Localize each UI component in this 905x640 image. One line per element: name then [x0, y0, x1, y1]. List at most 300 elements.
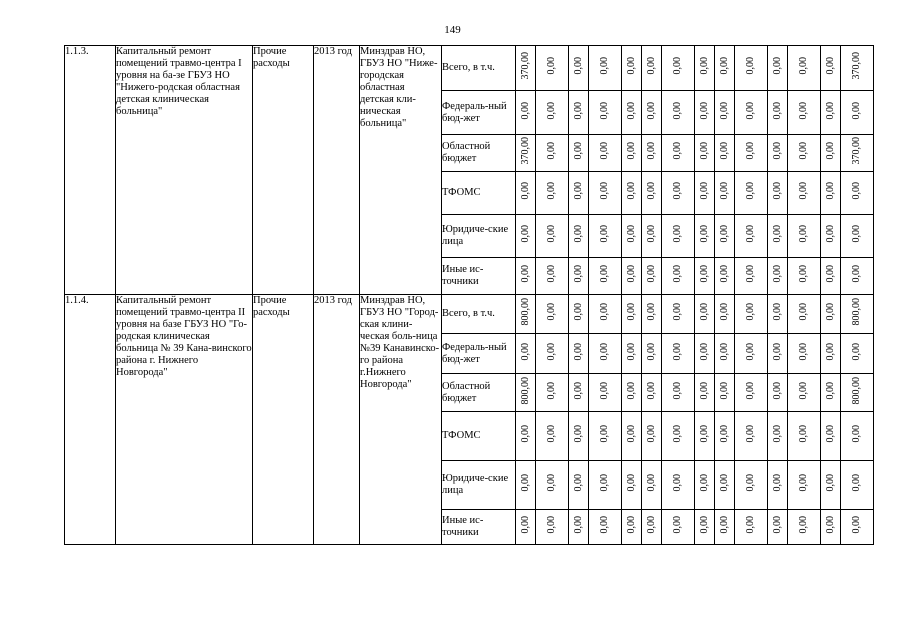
- value-cell: [536, 461, 569, 510]
- value-cell: [768, 295, 788, 334]
- value-cell: [536, 258, 569, 295]
- value-cell: [622, 412, 642, 461]
- value-text: 0,00: [824, 474, 836, 492]
- value-text: 0,00: [672, 342, 683, 361]
- value-cell: [536, 334, 569, 374]
- value-cell: [841, 91, 874, 135]
- value-text: 0,00: [698, 57, 710, 75]
- value-text: 0,00: [625, 142, 637, 160]
- value-text: 0,00: [851, 182, 862, 200]
- value-text: 0,00: [851, 474, 862, 492]
- value-text: 0,00: [851, 265, 862, 283]
- value-text: 0,00: [745, 182, 756, 200]
- funding-source-label: Областной бюджет: [442, 374, 516, 412]
- value-cell: [642, 215, 662, 258]
- value-text: 0,00: [546, 474, 557, 492]
- value-cell: [622, 215, 642, 258]
- value-text: 0,00: [771, 182, 783, 200]
- value-text: 0,00: [546, 57, 557, 75]
- value-text: 0,00: [824, 265, 836, 283]
- value-cell: [516, 215, 536, 258]
- funding-source-label: Федераль-ный бюд-жет: [442, 334, 516, 374]
- value-cell: [768, 135, 788, 172]
- value-text: 0,00: [672, 142, 683, 160]
- value-cell: [768, 46, 788, 91]
- value-cell: [516, 295, 536, 334]
- value-cell: [821, 215, 841, 258]
- value-cell: [589, 412, 622, 461]
- value-cell: [589, 374, 622, 412]
- value-text: 0,00: [645, 381, 657, 400]
- value-cell: [821, 334, 841, 374]
- value-text: 0,00: [718, 381, 730, 400]
- value-cell: [841, 461, 874, 510]
- value-cell: [662, 412, 695, 461]
- value-cell: [662, 215, 695, 258]
- value-cell: [821, 295, 841, 334]
- value-cell: [768, 91, 788, 135]
- value-cell: [715, 46, 735, 91]
- value-cell: [821, 172, 841, 215]
- value-text: 0,00: [745, 265, 756, 283]
- value-cell: [788, 91, 821, 135]
- value-cell: [695, 412, 715, 461]
- value-cell: [569, 295, 589, 334]
- value-cell: [642, 461, 662, 510]
- value-text: 0,00: [745, 57, 756, 75]
- value-text: 0,00: [851, 342, 862, 361]
- value-cell: [768, 510, 788, 545]
- value-cell: [589, 172, 622, 215]
- value-cell: [768, 172, 788, 215]
- value-text: 800,00: [851, 376, 862, 405]
- value-text: 0,00: [824, 101, 836, 120]
- value-cell: [788, 374, 821, 412]
- value-text: 0,00: [745, 225, 756, 243]
- value-text: 0,00: [599, 225, 610, 243]
- value-text: 0,00: [546, 303, 557, 321]
- value-cell: [622, 295, 642, 334]
- value-cell: [735, 215, 768, 258]
- funding-source-label: Иные ис-точники: [442, 258, 516, 295]
- value-cell: [569, 461, 589, 510]
- value-text: 0,00: [745, 101, 756, 120]
- funding-source-label: ТФОМС: [442, 172, 516, 215]
- value-cell: [516, 46, 536, 91]
- table-row: [65, 295, 874, 334]
- value-cell: [735, 135, 768, 172]
- page-number: 149: [444, 24, 461, 36]
- value-text: 0,00: [798, 225, 809, 243]
- value-cell: [569, 334, 589, 374]
- value-text: 0,00: [698, 425, 710, 443]
- value-cell: [695, 135, 715, 172]
- value-cell: [821, 91, 841, 135]
- value-text: 0,00: [672, 182, 683, 200]
- value-text: 0,00: [572, 303, 584, 321]
- value-text: 0,00: [645, 182, 657, 200]
- value-cell: [735, 461, 768, 510]
- value-text: 0,00: [824, 142, 836, 160]
- value-text: 370,00: [851, 52, 862, 80]
- value-cell: [589, 510, 622, 545]
- value-text: 0,00: [645, 57, 657, 75]
- value-text: 0,00: [698, 516, 710, 534]
- value-cell: [821, 510, 841, 545]
- value-cell: [841, 295, 874, 334]
- value-text: 0,00: [718, 225, 730, 243]
- value-cell: [788, 46, 821, 91]
- funding-source-label: Всего, в т.ч.: [442, 295, 516, 334]
- value-cell: [569, 172, 589, 215]
- value-text: 0,00: [824, 381, 836, 400]
- expense-type: Прочие расходы: [253, 295, 314, 545]
- value-text: 0,00: [625, 516, 637, 534]
- value-text: 0,00: [546, 381, 557, 400]
- value-text: 0,00: [572, 57, 584, 75]
- value-text: 0,00: [698, 474, 710, 492]
- value-cell: [589, 91, 622, 135]
- value-cell: [662, 172, 695, 215]
- value-text: 370,00: [519, 52, 531, 80]
- value-text: 0,00: [798, 381, 809, 400]
- value-cell: [662, 510, 695, 545]
- value-cell: [569, 412, 589, 461]
- value-text: 0,00: [745, 142, 756, 160]
- value-text: 0,00: [645, 425, 657, 443]
- value-text: 0,00: [572, 182, 584, 200]
- value-text: 0,00: [599, 303, 610, 321]
- value-cell: [642, 46, 662, 91]
- value-cell: [642, 135, 662, 172]
- value-cell: [788, 172, 821, 215]
- value-cell: [821, 46, 841, 91]
- value-cell: [622, 135, 642, 172]
- value-cell: [788, 412, 821, 461]
- value-text: 0,00: [625, 57, 637, 75]
- value-text: 0,00: [599, 516, 610, 534]
- value-cell: [841, 46, 874, 91]
- value-cell: [642, 295, 662, 334]
- value-text: 0,00: [718, 57, 730, 75]
- value-text: 0,00: [599, 101, 610, 120]
- value-cell: [788, 510, 821, 545]
- value-text: 0,00: [824, 182, 836, 200]
- value-cell: [516, 412, 536, 461]
- value-cell: [536, 172, 569, 215]
- value-cell: [622, 461, 642, 510]
- value-cell: [768, 215, 788, 258]
- value-text: 0,00: [546, 265, 557, 283]
- value-text: 0,00: [546, 425, 557, 443]
- value-cell: [516, 135, 536, 172]
- value-text: 0,00: [625, 342, 637, 361]
- value-text: 0,00: [718, 265, 730, 283]
- value-cell: [695, 91, 715, 135]
- value-text: 0,00: [771, 142, 783, 160]
- value-cell: [642, 510, 662, 545]
- value-cell: [536, 374, 569, 412]
- value-cell: [589, 215, 622, 258]
- value-text: 0,00: [718, 101, 730, 120]
- value-cell: [695, 46, 715, 91]
- value-cell: [715, 374, 735, 412]
- value-text: 0,00: [599, 425, 610, 443]
- value-text: 0,00: [798, 265, 809, 283]
- value-cell: [735, 172, 768, 215]
- value-cell: [788, 461, 821, 510]
- value-cell: [569, 510, 589, 545]
- value-cell: [569, 135, 589, 172]
- activity-block: [65, 46, 874, 295]
- value-cell: [841, 215, 874, 258]
- value-cell: [622, 91, 642, 135]
- value-cell: [735, 91, 768, 135]
- value-cell: [695, 334, 715, 374]
- funding-source-label: Иные ис-точники: [442, 510, 516, 545]
- value-cell: [735, 412, 768, 461]
- value-text: 0,00: [519, 425, 531, 443]
- value-cell: [536, 215, 569, 258]
- value-text: 0,00: [718, 303, 730, 321]
- value-text: 370,00: [519, 137, 531, 165]
- value-cell: [536, 46, 569, 91]
- value-cell: [715, 412, 735, 461]
- value-cell: [642, 334, 662, 374]
- value-cell: [768, 374, 788, 412]
- value-text: 0,00: [771, 265, 783, 283]
- value-cell: [516, 374, 536, 412]
- value-cell: [662, 135, 695, 172]
- value-cell: [735, 510, 768, 545]
- value-text: 0,00: [599, 182, 610, 200]
- value-cell: [841, 135, 874, 172]
- value-cell: [735, 295, 768, 334]
- value-text: 0,00: [771, 57, 783, 75]
- value-cell: [715, 172, 735, 215]
- value-text: 0,00: [745, 303, 756, 321]
- value-cell: [695, 461, 715, 510]
- value-text: 0,00: [798, 474, 809, 492]
- value-text: 800,00: [519, 376, 531, 405]
- value-cell: [589, 461, 622, 510]
- value-text: 0,00: [645, 516, 657, 534]
- value-text: 0,00: [851, 101, 862, 120]
- value-cell: [788, 258, 821, 295]
- value-text: 0,00: [798, 101, 809, 120]
- value-cell: [622, 172, 642, 215]
- value-text: 0,00: [546, 182, 557, 200]
- value-text: 0,00: [824, 225, 836, 243]
- value-text: 0,00: [519, 342, 531, 361]
- value-text: 0,00: [519, 101, 531, 120]
- value-cell: [695, 172, 715, 215]
- value-text: 0,00: [672, 265, 683, 283]
- value-text: 0,00: [519, 474, 531, 492]
- value-cell: [715, 461, 735, 510]
- value-text: 0,00: [672, 474, 683, 492]
- activity-number: 1.1.4.: [65, 295, 116, 545]
- value-text: 0,00: [745, 425, 756, 443]
- funding-source-label: Юридиче-ские лица: [442, 215, 516, 258]
- value-text: 0,00: [798, 342, 809, 361]
- value-text: 0,00: [672, 303, 683, 321]
- value-text: 0,00: [599, 142, 610, 160]
- value-cell: [516, 172, 536, 215]
- value-text: 0,00: [851, 225, 862, 243]
- value-cell: [715, 334, 735, 374]
- value-cell: [768, 412, 788, 461]
- value-text: 0,00: [824, 342, 836, 361]
- activity-name: Капитальный ремонт помещений травмо-центра II уровня на базе ГБУЗ НО "Го-родская клиническая больница № 39 Кана-винского района г. Нижнего Новгорода": [116, 295, 253, 545]
- value-cell: [715, 215, 735, 258]
- value-text: 0,00: [625, 381, 637, 400]
- value-cell: [662, 91, 695, 135]
- value-text: 0,00: [745, 474, 756, 492]
- value-text: 0,00: [698, 265, 710, 283]
- value-cell: [622, 258, 642, 295]
- value-cell: [569, 215, 589, 258]
- value-cell: [516, 258, 536, 295]
- value-text: 0,00: [625, 101, 637, 120]
- activity-block: [65, 295, 874, 545]
- activity-number: 1.1.3.: [65, 46, 116, 295]
- value-cell: [768, 461, 788, 510]
- value-text: 0,00: [519, 182, 531, 200]
- value-text: 0,00: [672, 101, 683, 120]
- expense-type: Прочие расходы: [253, 46, 314, 295]
- value-text: 0,00: [645, 101, 657, 120]
- value-text: 0,00: [645, 474, 657, 492]
- value-text: 0,00: [698, 142, 710, 160]
- value-text: 0,00: [698, 381, 710, 400]
- value-text: 0,00: [698, 182, 710, 200]
- value-text: 0,00: [718, 425, 730, 443]
- value-text: 0,00: [572, 142, 584, 160]
- value-text: 0,00: [625, 265, 637, 283]
- value-text: 0,00: [698, 101, 710, 120]
- value-text: 0,00: [645, 303, 657, 321]
- value-cell: [589, 295, 622, 334]
- value-text: 0,00: [745, 516, 756, 534]
- value-text: 0,00: [546, 101, 557, 120]
- value-text: 0,00: [771, 225, 783, 243]
- value-cell: [642, 374, 662, 412]
- activity-name: Капитальный ремонт помещений травмо-центра I уровня на ба-зе ГБУЗ НО "Нижего-родская областная детская клиническая больница": [116, 46, 253, 295]
- value-text: 0,00: [824, 516, 836, 534]
- funding-source-label: ТФОМС: [442, 412, 516, 461]
- value-cell: [821, 412, 841, 461]
- value-text: 0,00: [625, 225, 637, 243]
- value-text: 0,00: [798, 142, 809, 160]
- value-cell: [622, 334, 642, 374]
- value-cell: [821, 258, 841, 295]
- value-cell: [715, 135, 735, 172]
- value-cell: [622, 374, 642, 412]
- budget-table: [64, 45, 874, 545]
- value-text: 0,00: [572, 381, 584, 400]
- value-text: 0,00: [546, 225, 557, 243]
- value-text: 0,00: [698, 342, 710, 361]
- value-text: 0,00: [519, 265, 531, 283]
- value-text: 0,00: [546, 342, 557, 361]
- value-cell: [516, 461, 536, 510]
- value-cell: [735, 334, 768, 374]
- value-cell: [841, 412, 874, 461]
- value-text: 0,00: [771, 516, 783, 534]
- value-cell: [735, 258, 768, 295]
- value-cell: [589, 135, 622, 172]
- value-cell: [788, 334, 821, 374]
- value-cell: [715, 258, 735, 295]
- value-cell: [715, 91, 735, 135]
- value-text: 0,00: [672, 381, 683, 400]
- activity-year: 2013 год: [314, 295, 360, 545]
- value-text: 0,00: [824, 57, 836, 75]
- value-cell: [569, 46, 589, 91]
- value-text: 0,00: [798, 425, 809, 443]
- funding-source-label: Областной бюджет: [442, 135, 516, 172]
- value-text: 0,00: [599, 342, 610, 361]
- value-text: 0,00: [599, 57, 610, 75]
- value-text: 0,00: [519, 516, 531, 534]
- value-text: 0,00: [572, 265, 584, 283]
- value-cell: [715, 510, 735, 545]
- value-text: 0,00: [645, 142, 657, 160]
- value-text: 0,00: [672, 425, 683, 443]
- value-cell: [841, 258, 874, 295]
- value-text: 0,00: [798, 516, 809, 534]
- value-text: 370,00: [851, 137, 862, 165]
- funding-source-label: Юридиче-ские лица: [442, 461, 516, 510]
- value-text: 0,00: [771, 381, 783, 400]
- value-text: 0,00: [546, 516, 557, 534]
- value-cell: [662, 461, 695, 510]
- value-cell: [841, 374, 874, 412]
- value-cell: [536, 135, 569, 172]
- funding-source-label: Всего, в т.ч.: [442, 46, 516, 91]
- value-cell: [715, 295, 735, 334]
- funding-source-label: Федераль-ный бюд-жет: [442, 91, 516, 135]
- value-text: 0,00: [572, 225, 584, 243]
- value-text: 0,00: [572, 101, 584, 120]
- activity-executor: Минздрав НО, ГБУЗ НО "Ниже-городская областная детская кли-ническая больница": [360, 46, 442, 295]
- value-text: 0,00: [698, 303, 710, 321]
- value-text: 0,00: [599, 381, 610, 400]
- value-text: 0,00: [798, 57, 809, 75]
- value-cell: [841, 334, 874, 374]
- value-cell: [536, 91, 569, 135]
- value-cell: [662, 258, 695, 295]
- value-cell: [536, 412, 569, 461]
- value-text: 0,00: [771, 342, 783, 361]
- value-text: 0,00: [672, 57, 683, 75]
- value-cell: [536, 510, 569, 545]
- value-text: 0,00: [625, 182, 637, 200]
- value-cell: [695, 374, 715, 412]
- value-text: 800,00: [851, 298, 862, 326]
- value-text: 0,00: [625, 303, 637, 321]
- value-cell: [569, 258, 589, 295]
- value-text: 0,00: [519, 225, 531, 243]
- value-cell: [662, 374, 695, 412]
- value-cell: [516, 91, 536, 135]
- value-text: 0,00: [798, 303, 809, 321]
- value-text: 0,00: [645, 342, 657, 361]
- value-cell: [516, 334, 536, 374]
- value-cell: [821, 374, 841, 412]
- value-cell: [622, 510, 642, 545]
